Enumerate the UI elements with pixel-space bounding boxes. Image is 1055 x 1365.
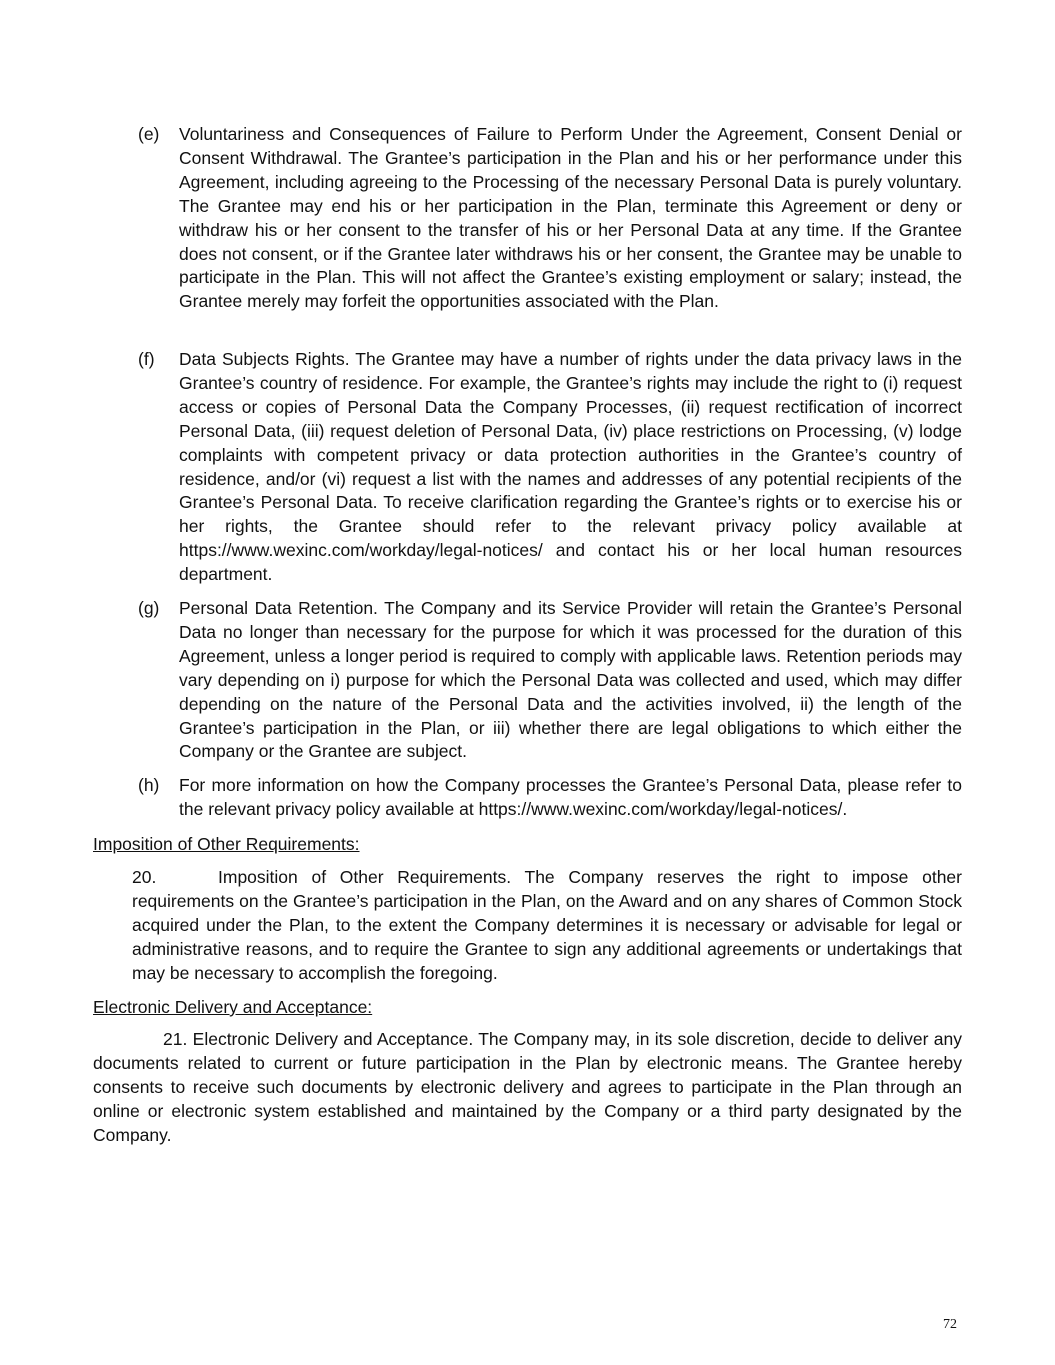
page-number: 72 — [943, 1317, 957, 1332]
item-label: (f) — [138, 349, 155, 369]
item-text: Voluntariness and Consequences of Failure to Perform Under the Agreement, Consent Denial or Consent Withdrawal. The Grantee’s participation in the Plan and his or her performance under this Agreement, including agreeing to the Processing of the necessary Personal Data is purely voluntary. The Grantee may end his or her participation in the Plan, terminate this Agreement or deny or withdraw his or her consent to the transfer of his or her Personal Data at any time. If the Grantee does not consent, or if the Grantee later withdraws his or her consent, the Grantee may be unable to participate in the Plan. This will not affect the Grantee’s existing employment or salary; instead, the Grantee merely may forfeit the opportunities associated with the Plan. — [179, 124, 962, 312]
list-item-g — [138, 597, 962, 764]
item-label: (h) — [138, 775, 160, 795]
list-item-f — [138, 348, 962, 587]
item-text: Data Subjects Rights. The Grantee may have a number of rights under the data privacy laws in the Grantee’s country of residence. For example, the Grantee’s rights may include the right to (i) request access or copies of Personal Data the Company Processes, (ii) request rectification of incorrect Personal Data, (iii) request deletion of Personal Data, (iv) place restrictions on Processing, (v) lodge complaints with competent privacy or data protection authorities in the Grantee’s country of residence, and/or (vi) request a list with the names and addresses of any potential recipients of the Grantee’s Personal Data. To receive clarification regarding the Grantee’s rights or to exercise his or her rights, the Grantee should refer to the relevant privacy policy available at https://www.wexinc.com/workday/legal-notices/ and contact his or her local human resources department. — [179, 349, 962, 585]
list-item-e — [138, 123, 962, 314]
item-label: (e) — [138, 124, 160, 144]
section-21-text: 21. Electronic Delivery and Acceptance. The Company may, in its sole discretion, decide to deliver any documents related to current or future participation in the Plan by electronic means. The Grantee hereby consents to receive such documents by electronic delivery and agrees to participate in the Plan through an online or electronic system established and maintained by the Company or a third party designated by the Company. — [93, 1029, 962, 1145]
section-number: 20. — [132, 867, 157, 887]
item-label: (g) — [138, 598, 160, 618]
section-heading-imposition: Imposition of Other Requirements: — [93, 834, 360, 854]
list-item-h — [138, 774, 962, 822]
section-20-text: Imposition of Other Requirements. The Company reserves the right to impose other requirements on the Grantee’s participation in the Plan, on the Award and on any shares of Common Stock acquired under the Plan, to the extent the Company determines it is necessary or advisable for legal or administrative reasons, and to require the Grantee to sign any additional agreements or undertakings that may be necessary to accomplish the foregoing. — [132, 867, 962, 983]
item-text: For more information on how the Company processes the Grantee’s Personal Data, please refer to the relevant privacy policy available at https://www.wexinc.com/workday/legal-notices/. — [179, 775, 962, 819]
item-text: Personal Data Retention. The Company and its Service Provider will retain the Grantee’s Personal Data no longer than necessary for the purpose for which it was processed for the duration of this Agreement, unless a longer period is required to comply with applicable laws. Retention periods may vary depending on i) purpose for which the Personal Data was collected and used, which may differ depending on the nature of the Personal Data and the activities involved, ii) the length of the Grantee’s participation in the Plan, or iii) whether there are legal obligations to which either the Company or the Grantee are subject. — [179, 598, 962, 762]
section-heading-electronic: Electronic Delivery and Acceptance: — [93, 997, 373, 1017]
